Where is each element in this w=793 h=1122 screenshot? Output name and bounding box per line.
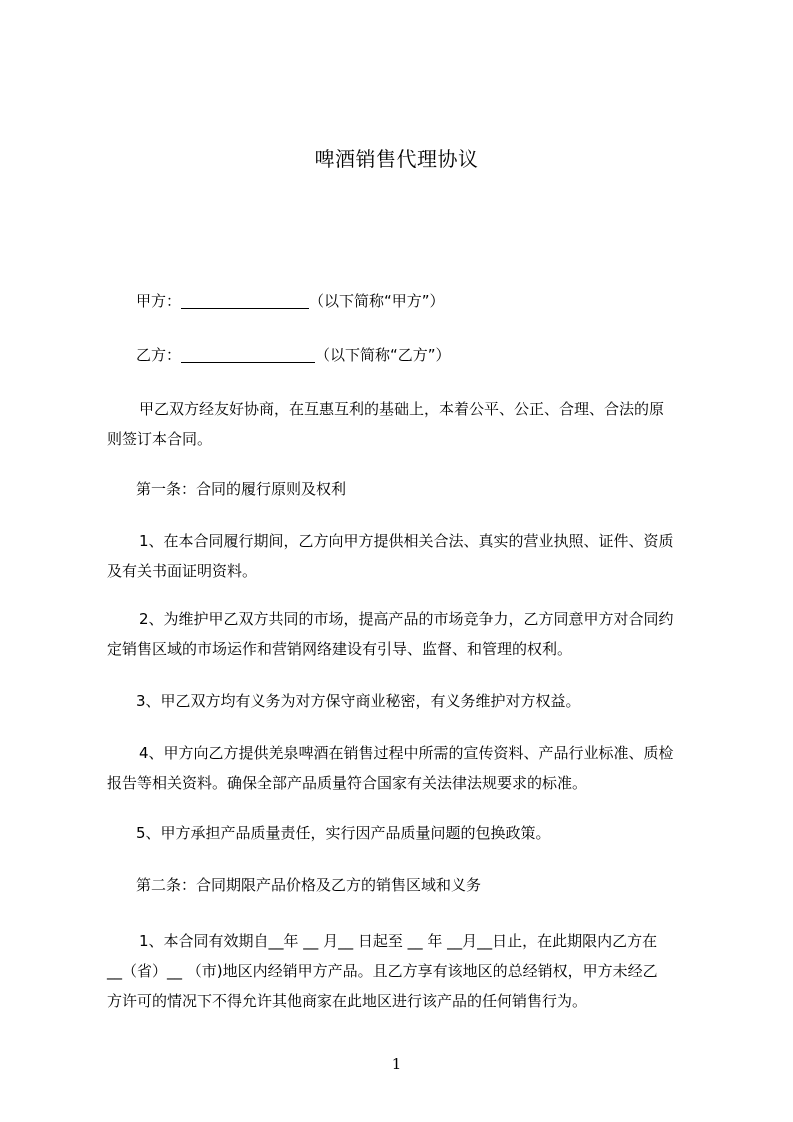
clause-line: 及有关书面证明资料。 bbox=[107, 562, 258, 580]
article1-clause-4 bbox=[107, 738, 707, 798]
party-a-blank bbox=[181, 291, 309, 309]
article1-clause-2 bbox=[107, 604, 707, 664]
party-a-suffix: （以下简称“甲方”） bbox=[309, 292, 445, 310]
preamble-line-1: 甲乙双方经友好协商，在互惠互利的基础上，本着公平、公正、合理、合法的原 bbox=[139, 400, 665, 418]
clause-line: 2、为维护甲乙双方共同的市场，提高产品的市场竞争力，乙方同意甲方对合同约 bbox=[139, 610, 674, 628]
article1-clause-5: 5、甲方承担产品质量责任，实行因产品质量问题的包换政策。 bbox=[136, 824, 551, 842]
clause-line: 方许可的情况下不得允许其他商家在此地区进行该产品的任何销售行为。 bbox=[107, 992, 588, 1010]
clause-line: __（省）__ （市)地区内经销甲方产品。且乙方享有该地区的总经销权，甲方未经乙 bbox=[107, 962, 658, 980]
party-b-line bbox=[136, 340, 736, 370]
document-title: 啤酒销售代理协议 bbox=[314, 147, 479, 171]
party-b-blank bbox=[181, 345, 315, 363]
page-number: 1 bbox=[391, 1055, 402, 1073]
preamble-line-2: 则签订本合同。 bbox=[107, 430, 213, 448]
clause-line: 1、在本合同履行期间，乙方向甲方提供相关合法、真实的营业执照、证件、资质 bbox=[139, 532, 674, 550]
article1-clause-1 bbox=[107, 526, 707, 586]
clause-line: 4、甲方向乙方提供羌泉啤酒在销售过程中所需的宣传资料、产品行业标准、质检 bbox=[139, 744, 674, 762]
party-a-label: 甲方： bbox=[136, 292, 182, 310]
article2-heading: 第二条：合同期限产品价格及乙方的销售区域和义务 bbox=[136, 876, 482, 894]
article1-clause-3: 3、甲乙双方均有义务为对方保守商业秘密，有义务维护对方权益。 bbox=[136, 692, 581, 710]
party-b-label: 乙方： bbox=[136, 346, 182, 364]
article2-clause-1 bbox=[107, 926, 707, 1016]
party-a-line bbox=[136, 286, 736, 316]
clause-line: 报告等相关资料。确保全部产品质量符合国家有关法律法规要求的标准。 bbox=[107, 774, 588, 792]
article1-heading: 第一条：合同的履行原则及权利 bbox=[136, 480, 347, 498]
preamble bbox=[107, 394, 707, 454]
clause-line: 1、本合同有效期自__年 __ 月__ 日起至 __ 年 __月__日止，在此期限内乙方在 bbox=[139, 932, 658, 950]
party-b-suffix: （以下简称“乙方”） bbox=[315, 346, 451, 364]
clause-line: 定销售区域的市场运作和营销网络建设有引导、监督、和管理的权利。 bbox=[107, 640, 573, 658]
